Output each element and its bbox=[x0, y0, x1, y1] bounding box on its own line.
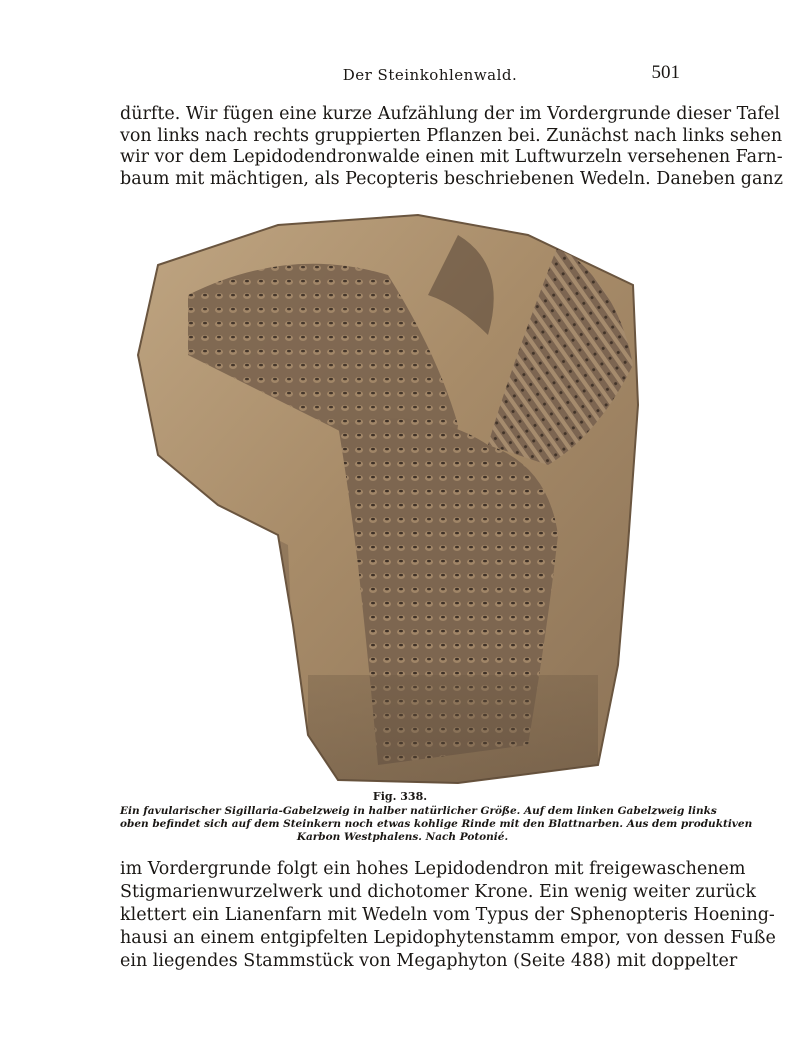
text-line: von links nach rechts gruppierten Pflanzen bei. Zunächst nach links sehen bbox=[120, 125, 783, 146]
figure-caption bbox=[120, 805, 753, 844]
page-number: 501 bbox=[651, 62, 680, 83]
text-line: im Vordergrunde folgt ein hohes Lepidodendron mit freigewaschenem bbox=[120, 859, 746, 879]
text-line: wir vor dem Lepidodendronwalde einen mit Luftwurzeln versehenen Farn- bbox=[120, 147, 783, 167]
caption-line: Ein favularischer Sigillaria-Gabelzweig in halber natürlicher Größe. Auf dem linken Gabelzweig links bbox=[120, 805, 717, 817]
text-line: dürfte. Wir fügen eine kurze Aufzählung der im Vordergrunde dieser Tafel bbox=[120, 104, 780, 124]
text-line: klettert ein Lianenfarn mit Wedeln vom Typus der Sphenopteris Hoening- bbox=[120, 905, 775, 925]
bottom-paragraph bbox=[120, 858, 776, 973]
text-line: ein liegendes Stammstück von Megaphyton (Seite 488) mit doppelter bbox=[120, 951, 738, 971]
caption-line: Karbon Westphalens. Nach Potonié. bbox=[296, 831, 509, 843]
running-title: Der Steinkohlenwald. bbox=[342, 66, 518, 84]
fossil-photograph bbox=[128, 205, 648, 787]
text-line: baum mit mächtigen, als Pecopteris beschriebenen Wedeln. Daneben ganz bbox=[120, 168, 783, 189]
text-line: Stigmarienwurzelwerk und dichotomer Krone. Ein wenig weiter zurück bbox=[120, 882, 756, 902]
caption-line: oben befindet sich auf dem Steinkern noch etwas kohlige Rinde mit den Blattnarben. Aus dem produktiven bbox=[120, 818, 753, 830]
top-paragraph bbox=[120, 104, 783, 190]
text-line: hausi an einem entgipfelten Lepidophytenstamm empor, von dessen Fuße bbox=[120, 928, 776, 948]
figure-label: Fig. 338. bbox=[372, 790, 428, 803]
